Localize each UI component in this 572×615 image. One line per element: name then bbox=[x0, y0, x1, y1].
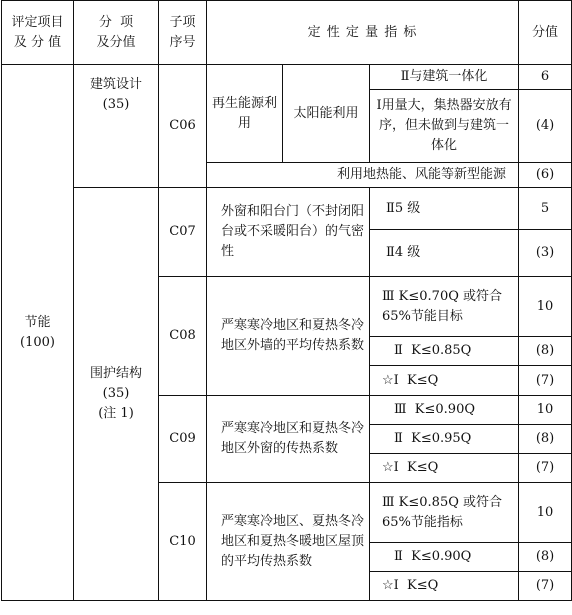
c07-desc: 外窗和阳台门（不封闭阳台或不采暖阳台）的气密性 bbox=[207, 188, 370, 277]
c08-row-2-score: (8) bbox=[519, 337, 572, 366]
c09-row-3-score: (7) bbox=[519, 454, 572, 483]
envelope-score: (35) bbox=[102, 386, 130, 401]
c07-row-2-score: (3) bbox=[519, 230, 572, 277]
c06-other-score: (6) bbox=[519, 163, 572, 188]
header-eval-item-line1: 评定项目 bbox=[11, 14, 64, 30]
c06-row-1-score: 6 bbox=[519, 65, 572, 90]
header-score: 分值 bbox=[519, 1, 572, 65]
header-sub-item bbox=[74, 1, 159, 65]
table-row bbox=[2, 188, 572, 230]
c10-row-3-text: ☆Ⅰ K≤Q bbox=[370, 572, 519, 601]
header-eval-item-line2: 及 分 值 bbox=[13, 34, 62, 50]
envelope-cell bbox=[74, 188, 159, 601]
c10-row-2-score: (8) bbox=[519, 543, 572, 572]
c08-row-1-score: 10 bbox=[519, 277, 572, 337]
c07-row-1-text: Ⅱ5 级 bbox=[370, 188, 519, 230]
eval-item-cell bbox=[2, 65, 74, 601]
header-eval-item bbox=[2, 1, 74, 65]
header-sub-item-line2: 及分值 bbox=[96, 34, 136, 50]
c06-row-2-score: (4) bbox=[519, 90, 572, 163]
header-sub-no-line1: 子项 bbox=[169, 14, 196, 30]
c08-desc: 严寒寒冷地区和夏热冬冷地区外墙的平均传热系数 bbox=[207, 277, 370, 396]
c06-code: C06 bbox=[159, 65, 207, 188]
header-sub-no-line2: 序号 bbox=[169, 34, 196, 50]
table-row bbox=[2, 65, 572, 90]
c09-row-2-text: Ⅱ K≤0.95Q bbox=[370, 425, 519, 454]
c06-row-2-text: Ⅰ用量大，集热器安放有序，但未做到与建筑一体化 bbox=[370, 90, 519, 163]
c07-row-2-text: Ⅱ4 级 bbox=[370, 230, 519, 277]
c10-row-3-score: (7) bbox=[519, 572, 572, 601]
c07-row-1-score: 5 bbox=[519, 188, 572, 230]
c10-row-2-text: Ⅱ K≤0.90Q bbox=[370, 543, 519, 572]
c06-category: 再生能源利用 bbox=[207, 65, 283, 163]
header-sub-item-line1: 分 项 bbox=[98, 14, 134, 30]
c09-row-2-score: (8) bbox=[519, 425, 572, 454]
c07-code: C07 bbox=[159, 188, 207, 277]
c06-sub: 太阳能利用 bbox=[283, 65, 370, 163]
building-design-name: 建筑设计 bbox=[89, 77, 142, 92]
header-row bbox=[2, 1, 572, 65]
c09-desc: 严寒寒冷地区和夏热冬冷地区外窗的传热系数 bbox=[207, 396, 370, 483]
c10-row-1-text: Ⅲ K≤0.85Q 或符合 65%节能指标 bbox=[370, 483, 519, 543]
envelope-name: 围护结构 bbox=[89, 366, 142, 381]
c08-code: C08 bbox=[159, 277, 207, 396]
eval-item-score: (100) bbox=[20, 334, 55, 350]
building-design-cell bbox=[74, 65, 159, 188]
building-design-score: (35) bbox=[102, 97, 130, 112]
header-indicator: 定 性 定 量 指 标 bbox=[207, 1, 519, 65]
c09-row-1-score: 10 bbox=[519, 396, 572, 425]
c10-row-1-score: 10 bbox=[519, 483, 572, 543]
eval-item-name: 节能 bbox=[24, 314, 51, 330]
c10-code: C10 bbox=[159, 483, 207, 601]
c08-row-3-text: ☆Ⅰ K≤Q bbox=[370, 366, 519, 396]
c06-row-1-text: Ⅱ与建筑一体化 bbox=[370, 65, 519, 90]
envelope-note: (注 1) bbox=[98, 406, 134, 421]
c10-desc: 严寒寒冷地区、夏热冬冷地区和夏热冬暖地区屋顶的平均传热系数 bbox=[207, 483, 370, 601]
c08-row-2-text: Ⅱ K≤0.85Q bbox=[370, 337, 519, 366]
evaluation-table bbox=[1, 0, 572, 601]
c08-row-1-text: Ⅲ K≤0.70Q 或符合 65%节能目标 bbox=[370, 277, 519, 337]
header-sub-no bbox=[159, 1, 207, 65]
c09-code: C09 bbox=[159, 396, 207, 483]
c09-row-1-text: Ⅲ K≤0.90Q bbox=[370, 396, 519, 425]
c08-row-3-score: (7) bbox=[519, 366, 572, 396]
c09-row-3-text: ☆Ⅰ K≤Q bbox=[370, 454, 519, 483]
c06-other-text: 利用地热能、风能等新型能源 bbox=[207, 163, 519, 188]
